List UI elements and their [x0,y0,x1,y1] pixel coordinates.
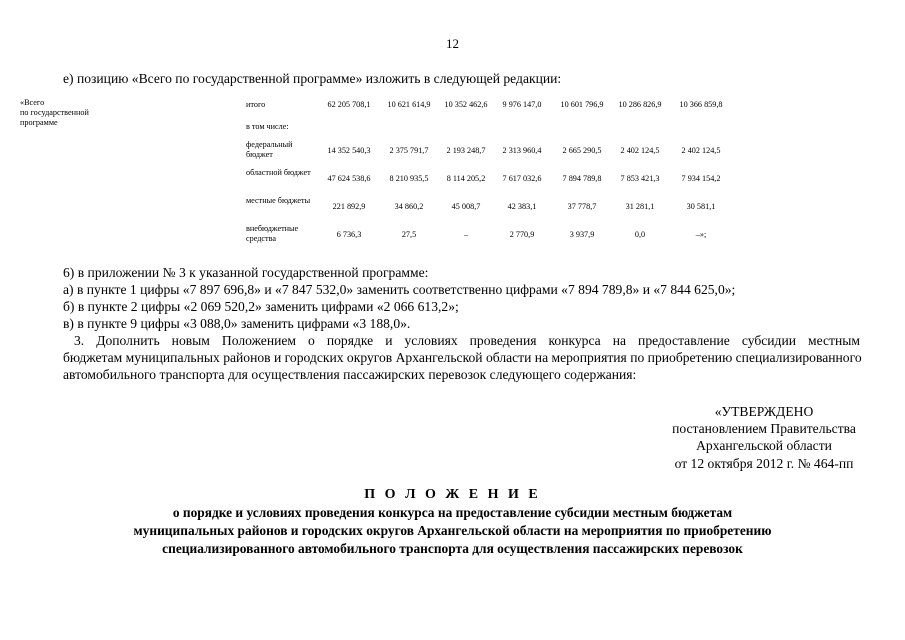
table-label-line: по государственной [20,108,89,117]
table-cell: 47 624 538,6 [327,174,371,183]
paragraph-b: б) в пункте 2 цифры «2 069 520,2» заменить цифрами «2 066 613,2»; [63,299,459,314]
table-cell: 2 313 960,4 [502,146,542,155]
table-cell: 37 778,7 [567,202,597,211]
table-cell: – [463,230,469,239]
table-cell: 10 621 614,9 [387,100,431,109]
table-cell: 3 937,9 [569,230,595,239]
paragraph-3-line: 3. Дополнить новым Положением о порядке и условиях проведения конкурса на предоставление субсидии местным [74,333,860,348]
row-label-including: в том числе: [246,122,289,131]
table-label-line: программе [20,118,58,127]
table-cell: 8 210 935,5 [389,174,429,183]
approved-line: Архангельской области [696,438,832,453]
table-cell: 6 736,3 [336,230,362,239]
table-cell: 2 375 791,7 [389,146,429,155]
table-label-line: «Всего [20,98,45,107]
table-row-header [20,98,120,128]
document-title: П О Л О Ж Е Н И Е [364,487,541,502]
table-cell: 9 976 147,0 [502,100,542,109]
paragraph-v: в) в пункте 9 цифры «3 088,0» заменить цифрами «3 188,0». [63,316,411,331]
page-number: 12 [446,36,459,51]
row-label-federal: федеральный бюджет [246,140,293,159]
table-cell: 34 860,2 [394,202,424,211]
table-cell: 2 402 124,5 [620,146,660,155]
table-cell: 7 617 032,6 [502,174,542,183]
row-label-total: итого [246,100,266,109]
table-cell: 14 352 540,3 [327,146,371,155]
table-cell: 7 853 421,3 [620,174,660,183]
table-cell: 8 114 205,2 [446,174,486,183]
paragraph-3-line: бюджетам муниципальных районов и городских округов Архангельской области на мероприятия по приобретению специализированного [63,350,862,365]
table-cell: 2 193 248,7 [446,146,486,155]
row-label-regional: областной бюджет [246,168,311,177]
document-subtitle-line: муниципальных районов и городских округов Архангельской области на мероприятия по приобретению [133,523,772,538]
paragraph-a: а) в пункте 1 цифры «7 897 696,8» и «7 847 532,0» заменить соответственно цифрами «7 894 789,8» и «7 844 625,0»; [63,282,736,297]
document-subtitle-line: специализированного автомобильного транспорта для осуществления пассажирских перевозок [162,541,743,556]
table-cell: 7 894 789,8 [562,174,602,183]
table-cell: 30 581,1 [686,202,716,211]
table-cell: 0,0 [634,230,646,239]
row-label-extrabudgetary: внебюджетные средства [246,224,299,243]
table-cell: 2 665 290,5 [562,146,602,155]
document-subtitle-line: о порядке и условиях проведения конкурса на предоставление субсидии местным бюджетам [172,505,733,520]
table-cell: 10 352 462,6 [444,100,488,109]
approved-line: постановлением Правительства [672,421,856,436]
paragraph-e: е) позицию «Всего по государственной программе» изложить в следующей редакции: [63,71,562,86]
table-cell: –»; [695,230,707,239]
table-cell: 45 008,7 [451,202,481,211]
table-cell: 10 601 796,9 [560,100,604,109]
table-cell: 7 934 154,2 [681,174,721,183]
table-cell: 42 383,1 [507,202,537,211]
table-cell: 2 770,9 [509,230,535,239]
table-cell: 31 281,1 [625,202,655,211]
paragraph-3-line: автомобильного транспорта для осуществления пассажирских перевозок следующего содержания: [63,367,637,382]
table-cell: 10 286 826,9 [618,100,662,109]
approved-line: от 12 октября 2012 г. № 464-пп [674,456,854,471]
approved-line: «УТВЕРЖДЕНО [714,404,814,419]
table-cell: 27,5 [401,230,417,239]
paragraph-6: 6) в приложении № 3 к указанной государственной программе: [63,265,429,280]
table-cell: 2 402 124,5 [681,146,721,155]
table-cell: 221 892,9 [332,202,366,211]
row-label-local: местные бюджеты [246,196,311,205]
table-cell: 62 205 708,1 [327,100,371,109]
table-cell: 10 366 859,8 [679,100,723,109]
